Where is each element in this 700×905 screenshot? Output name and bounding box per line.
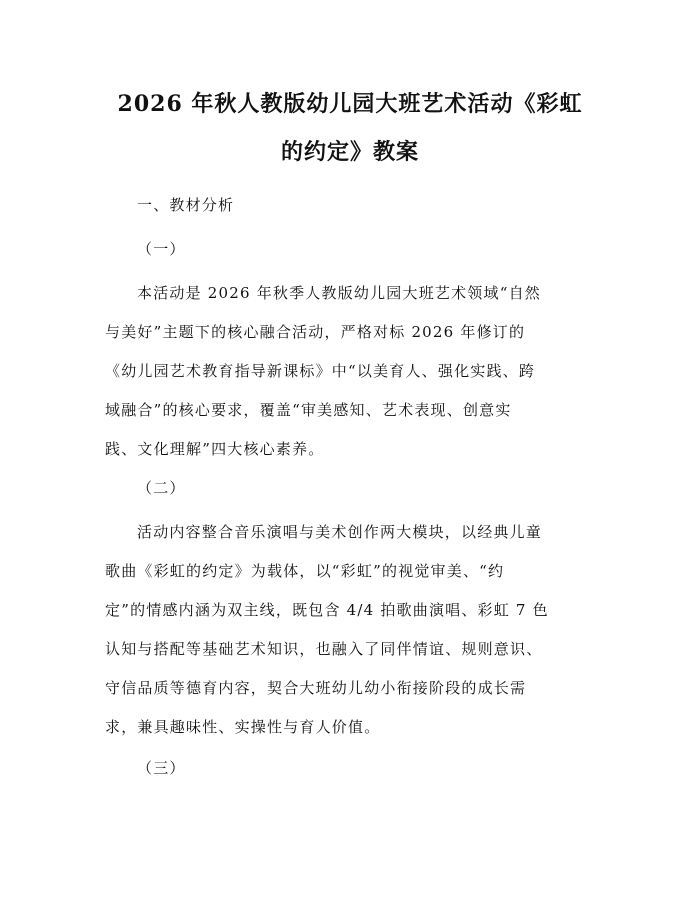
section-heading-materials-analysis: 一、教材分析 — [137, 196, 235, 214]
paragraph-2-line: 守信品质等德育内容，契合大班幼儿幼小衔接阶段的成长需 — [105, 679, 527, 697]
paragraph-1-line: 本活动是 2026 年秋季人教版幼儿园大班艺术领域“自然 — [137, 284, 541, 302]
paragraph-2-line: 定”的情感内涵为双主线，既包含 4/4 拍歌曲演唱、彩虹 7 色 — [105, 601, 549, 619]
paragraph-1-line: 与美好”主题下的核心融合活动，严格对标 2026 年修订的 — [105, 323, 526, 341]
document-title-line-1: 2026 年秋人教版幼儿园大班艺术活动《彩虹 — [117, 91, 583, 117]
document-title-line-2: 的约定》教案 — [280, 139, 419, 165]
paragraph-2-line: 歌曲《彩虹的约定》为载体，以“彩虹”的视觉审美、“约 — [105, 562, 505, 580]
subsection-label-3: （三） — [137, 759, 186, 777]
paragraph-2-line: 活动内容整合音乐演唱与美术创作两大模块，以经典儿童 — [137, 523, 543, 541]
paragraph-1-line: 域融合”的核心要求，覆盖“审美感知、艺术表现、创意实 — [105, 401, 512, 419]
subsection-label-1: （一） — [137, 240, 186, 258]
paragraph-1-line: 践、文化理解”四大核心素养。 — [105, 440, 325, 458]
paragraph-2-line: 认知与搭配等基础艺术知识，也融入了同伴情谊、规则意识、 — [105, 640, 543, 658]
subsection-label-2: （二） — [137, 479, 186, 497]
paragraph-1-line: 《幼儿园艺术教育指导新课标》中“以美育人、强化实践、跨 — [105, 362, 536, 380]
paragraph-2-line: 求，兼具趣味性、实操性与育人价值。 — [105, 718, 381, 736]
